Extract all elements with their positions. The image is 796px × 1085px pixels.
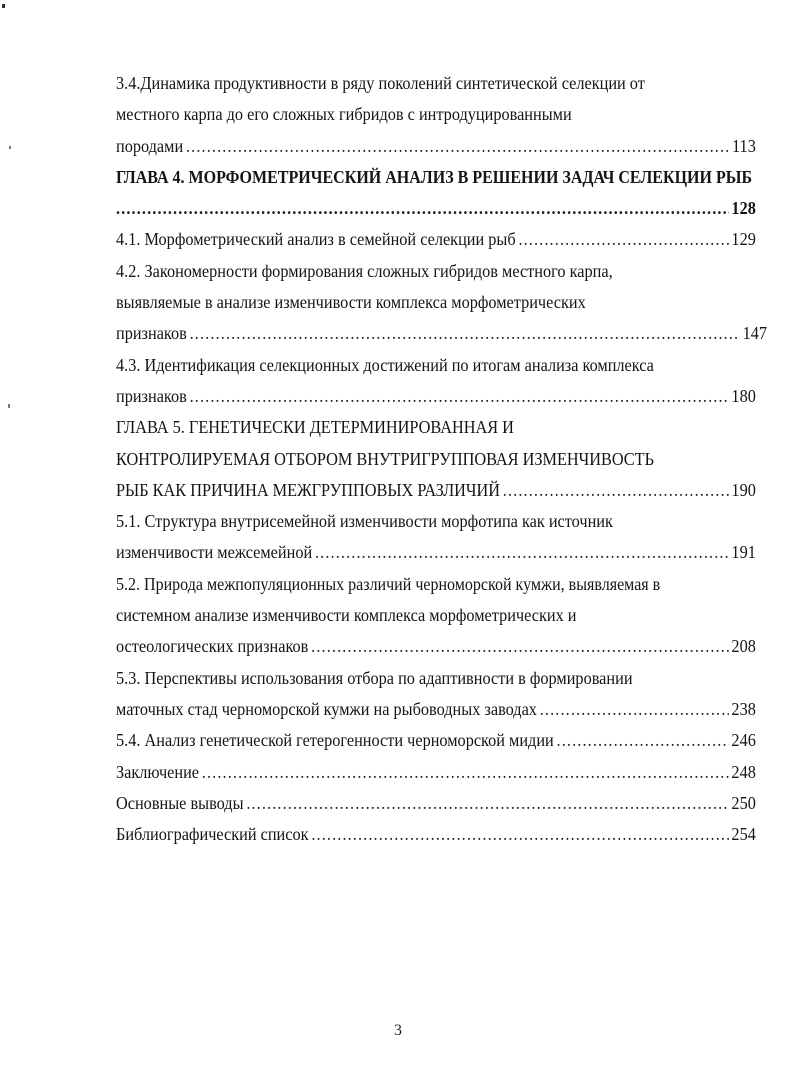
leader-dots [116, 193, 729, 224]
scan-mark [2, 4, 5, 8]
leader-dots [557, 725, 729, 756]
toc-entry-5-4[interactable]: 5.4. Анализ генетической гетерогенности черноморской мидии ..... 246 [116, 725, 756, 756]
leader-dots [190, 381, 729, 412]
page-ref: 238 [731, 698, 756, 719]
page-ref: 190 [731, 479, 756, 500]
leader-dots [311, 631, 728, 662]
toc-entry-5-2[interactable]: остеологических признаков ..... 208 [116, 631, 756, 662]
page-ref: 147 [742, 323, 767, 344]
page-ref: 246 [731, 730, 756, 751]
toc-line-4-2-a: 4.2. Закономерности формирования сложных гибридов местного карпа, [116, 260, 613, 281]
scan-mark [9, 146, 11, 149]
toc-entry-3-4[interactable]: породами ..... 113 [116, 131, 756, 162]
leader-dots [540, 694, 729, 725]
leader-dots [311, 819, 728, 850]
toc-entry-4-2[interactable]: признаков ..... 147 [116, 318, 767, 349]
toc-entry-4-3[interactable]: признаков ..... 180 [116, 381, 756, 412]
toc-line-4-2-b: выявляемые в анализе изменчивости комплекса морфометрических [116, 292, 586, 313]
toc-entry-bibliography[interactable]: Библиографический список ..... 254 [116, 819, 756, 850]
toc-entry-5-3[interactable]: маточных стад черноморской кумжи на рыбоводных заводах ..... 238 [116, 694, 756, 725]
toc-entry-main-findings[interactable]: Основные выводы ..... 250 [116, 788, 756, 819]
toc-line-5-2-b: системном анализе изменчивости комплекса морфометрических и [116, 605, 577, 626]
toc-chapter-5-title-a: ГЛАВА 5. ГЕНЕТИЧЕСКИ ДЕТЕРМИНИРОВАННАЯ И [116, 417, 514, 438]
page-ref: 248 [731, 761, 756, 782]
leader-dots [202, 757, 729, 788]
toc-line-5-3-a: 5.3. Перспективы использования отбора по адаптивности в формировании [116, 667, 633, 688]
table-of-contents [116, 68, 767, 850]
leader-dots [246, 788, 728, 819]
toc-chapter-5-title-b: КОНТРОЛИРУЕМАЯ ОТБОРОМ ВНУТРИГРУППОВАЯ ИЗМЕНЧИВОСТЬ [116, 448, 654, 469]
page-ref: 191 [731, 542, 756, 563]
page-ref: 208 [731, 636, 756, 657]
toc-entry-conclusion[interactable]: Заключение ..... 248 [116, 757, 756, 788]
toc-line-4-3-a: 4.3. Идентификация селекционных достижений по итогам анализа комплекса [116, 354, 654, 375]
page-ref: 113 [732, 135, 756, 156]
leader-dots [503, 475, 729, 506]
page-number: 3 [394, 1022, 402, 1039]
page-ref: 128 [731, 198, 756, 219]
toc-entry-chapter-5[interactable]: РЫБ КАК ПРИЧИНА МЕЖГРУППОВЫХ РАЗЛИЧИЙ ..... 190 [116, 475, 756, 506]
leader-dots [518, 224, 728, 255]
page-ref: 250 [731, 792, 756, 813]
scan-mark [8, 404, 10, 408]
leader-dots [186, 131, 729, 162]
toc-line-5-1-a: 5.1. Структура внутрисемейной изменчивости морфотипа как источник [116, 511, 613, 532]
page-ref: 129 [731, 229, 756, 250]
page-ref: 180 [731, 385, 756, 406]
leader-dots [315, 537, 729, 568]
toc-entry-4-1[interactable]: 4.1. Морфометрический анализ в семейной селекции рыб ..... 129 [116, 224, 756, 255]
toc-line-3-4-a: 3.4.Динамика продуктивности в ряду поколений синтетической селекции от [116, 73, 645, 93]
leader-dots [190, 318, 740, 349]
toc-entry-5-1[interactable]: изменчивости межсемейной ..... 191 [116, 537, 756, 568]
toc-line-5-2-a: 5.2. Природа межпопуляционных различий черноморской кумжи, выявляемая в [116, 573, 661, 594]
page-ref: 254 [731, 824, 756, 845]
toc-line-3-4-b: местного карпа до его сложных гибридов с интродуцированными [116, 104, 572, 125]
toc-chapter-4-title: ГЛАВА 4. МОРФОМЕТРИЧЕСКИЙ АНАЛИЗ В РЕШЕНИИ ЗАДАЧ СЕЛЕКЦИИ РЫБ [116, 166, 753, 187]
toc-entry-chapter-4[interactable] [116, 193, 756, 224]
